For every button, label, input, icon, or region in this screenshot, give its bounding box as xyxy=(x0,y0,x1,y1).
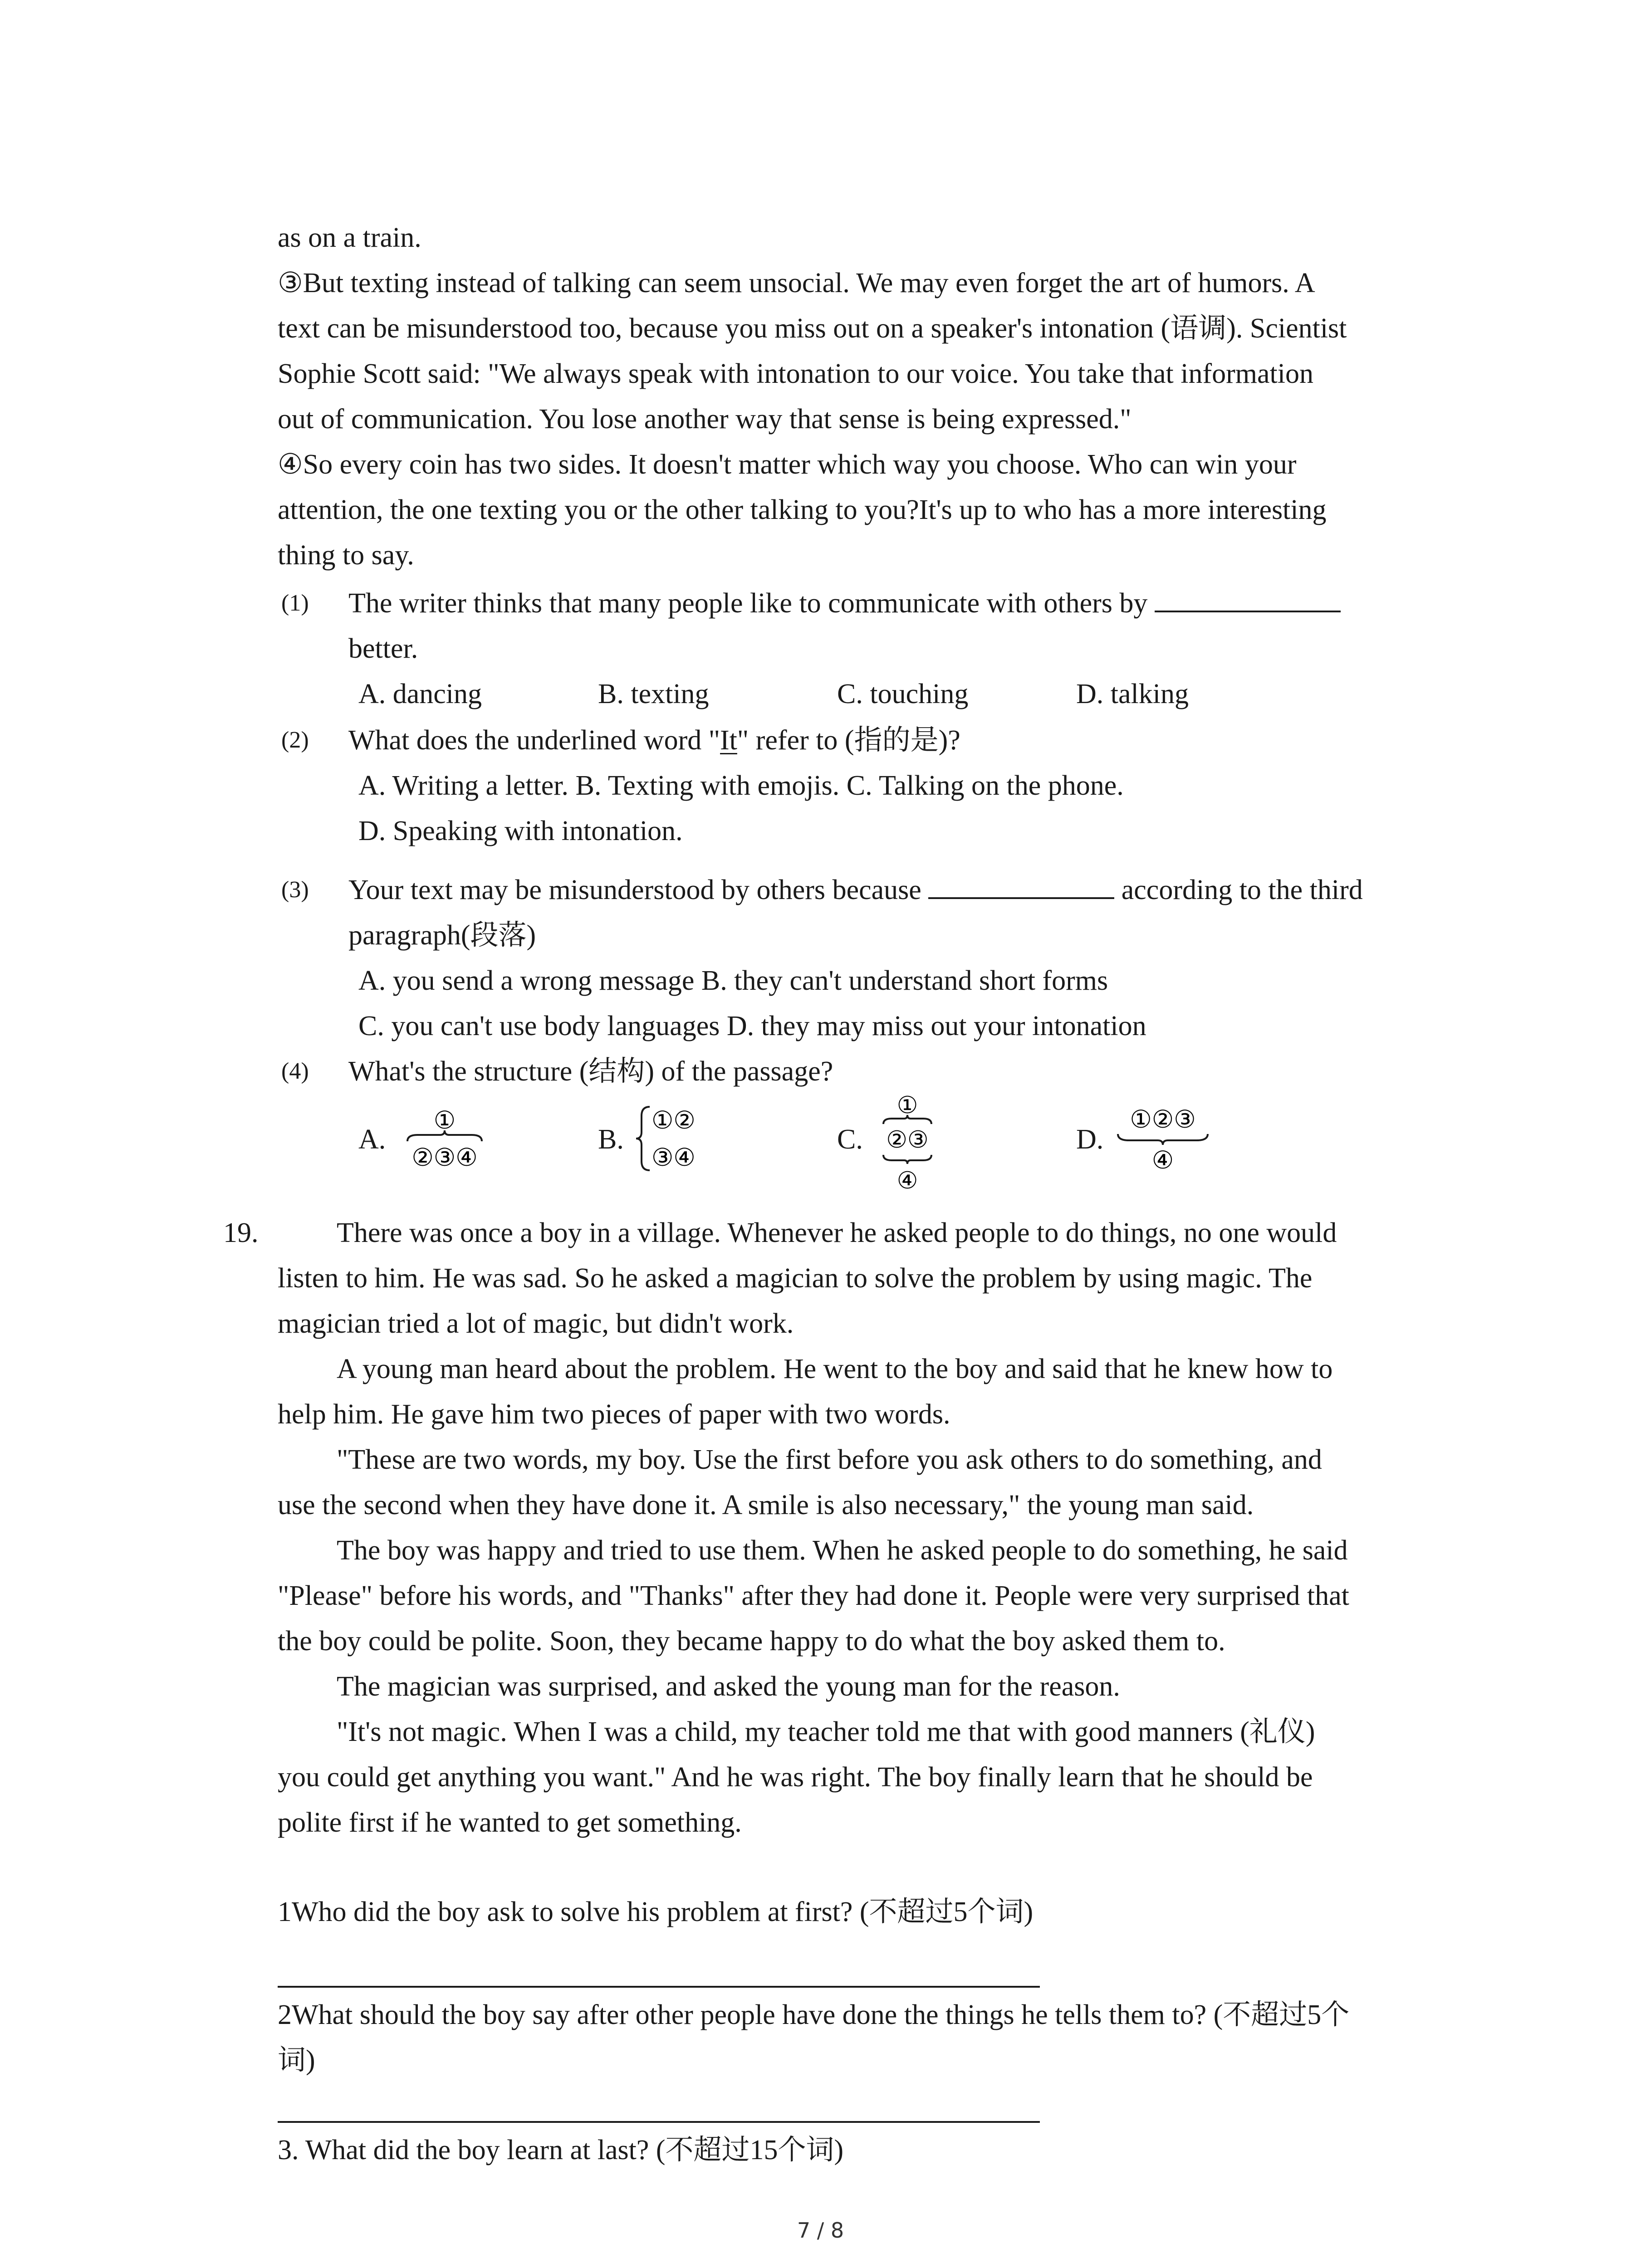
question-1-stem-end: better. xyxy=(348,633,418,664)
structure-top: ① xyxy=(433,1106,456,1134)
structure-bottom: ④ xyxy=(896,1167,918,1194)
question-2-stem xyxy=(348,718,960,763)
question-3-options[interactable]: C. you can't use body languages D. they may miss out your intonation xyxy=(358,1011,1146,1041)
answer-line[interactable] xyxy=(278,2121,1040,2123)
brace-icon xyxy=(636,1107,650,1170)
question-number: (2) xyxy=(281,727,309,753)
question-4-stem: What's the structure (结构) of the passage? xyxy=(348,1056,833,1087)
structure-top: ①②③ xyxy=(1130,1105,1196,1134)
story-paragraph-5-line: The magician was surprised, and asked the young man for the reason. xyxy=(337,1671,1120,1702)
brace-icon xyxy=(1118,1134,1208,1145)
paragraph-3-line: Sophie Scott said: "We always speak with intonation to our voice. You take that information xyxy=(278,358,1313,389)
story-paragraph-1-line: magician tried a lot of magic, but didn't work. xyxy=(278,1308,794,1339)
question-2-text: What does the underlined word " xyxy=(348,725,720,756)
story-paragraph-4-line: the boy could be polite. Soon, they became happy to do what the boy asked them to. xyxy=(278,1626,1225,1657)
short-answer-question-2: 2What should the boy say after other people have done the things he tells them to? (不超过5个 xyxy=(278,1999,1350,2030)
option-b-label[interactable]: B. xyxy=(598,1124,624,1155)
question-number: (1) xyxy=(281,590,309,616)
structure-top: ①② xyxy=(652,1106,696,1134)
page-number: 7 / 8 xyxy=(797,2218,844,2243)
question-3-stem xyxy=(348,867,1363,913)
story-paragraph-6-line: polite first if he wanted to get something. xyxy=(278,1807,742,1838)
structure-diagram-a xyxy=(399,1102,490,1182)
question-1-text: The writer thinks that many people like to communicate with others by xyxy=(348,588,1148,619)
story-paragraph-3-line: use the second when they have done it. A smile is also necessary," the young man said. xyxy=(278,1490,1254,1520)
option-c-label[interactable]: C. xyxy=(837,1124,863,1155)
structure-bottom: ②③④ xyxy=(411,1143,478,1172)
question-3-stem-end: paragraph(段落) xyxy=(348,920,536,951)
story-paragraph-4-line: The boy was happy and tried to use them. When he asked people to do something, he said xyxy=(337,1535,1348,1566)
structure-top: ① xyxy=(896,1092,918,1119)
story-paragraph-6-line: you could get anything you want." And he was right. The boy finally learn that he should be xyxy=(278,1762,1313,1793)
option-d[interactable]: D. talking xyxy=(1076,679,1189,709)
structure-bottom: ④ xyxy=(1151,1146,1174,1174)
story-paragraph-1-line: listen to him. He was sad. So he asked a magician to solve the problem by using magic. The xyxy=(278,1263,1313,1294)
short-answer-question-3: 3. What did the boy learn at last? (不超过15个词) xyxy=(278,2135,844,2165)
paragraph-3-line: text can be misunderstood too, because you miss out on a speaker's intonation (语调). Scientist xyxy=(278,313,1347,344)
question-number: (3) xyxy=(281,877,309,903)
answer-blank[interactable] xyxy=(1155,583,1341,612)
paragraph-3-line: out of communication. You lose another way that sense is being expressed." xyxy=(278,404,1132,435)
question-2-option-d[interactable]: D. Speaking with intonation. xyxy=(358,816,683,846)
paragraph-4-line: attention, the one texting you or the other talking to you?It's up to who has a more interesting xyxy=(278,494,1327,525)
option-d-label[interactable]: D. xyxy=(1076,1124,1104,1155)
structure-diagram-c xyxy=(873,1088,941,1199)
structure-diagram-b xyxy=(635,1098,717,1182)
brace-icon xyxy=(883,1155,931,1164)
story-paragraph-2-line: A young man heard about the problem. He went to the boy and said that he knew how to xyxy=(337,1354,1333,1384)
short-answer-question-2-end: 词) xyxy=(278,2045,315,2076)
answer-line[interactable] xyxy=(278,1986,1040,1988)
story-paragraph-2-line: help him. He gave him two pieces of paper with two words. xyxy=(278,1399,950,1430)
story-paragraph-6-line: "It's not magic. When I was a child, my teacher told me that with good manners (礼仪) xyxy=(337,1716,1315,1747)
question-number: 19. xyxy=(223,1217,259,1248)
story-paragraph-3-line: "These are two words, my boy. Use the first before you ask others to do something, and xyxy=(337,1444,1322,1475)
paragraph-4-line: thing to say. xyxy=(278,540,414,571)
option-a-label[interactable]: A. xyxy=(358,1124,386,1155)
question-2-options[interactable]: A. Writing a letter. B. Texting with emojis. C. Talking on the phone. xyxy=(358,770,1124,801)
structure-middle: ②③ xyxy=(886,1126,929,1154)
question-3-text-cont: according to the third xyxy=(1121,875,1363,905)
paragraph-3-line: ③But texting instead of talking can seem unsocial. We may even forget the art of humors. A xyxy=(278,268,1315,298)
option-b[interactable]: B. texting xyxy=(598,679,709,709)
answer-blank[interactable] xyxy=(928,870,1114,899)
underlined-word: It xyxy=(720,725,737,756)
story-paragraph-4-line: "Please" before his words, and "Thanks" after they had done it. People were very surprised that xyxy=(278,1580,1349,1611)
story-paragraph-1-line: There was once a boy in a village. Whenever he asked people to do things, no one would xyxy=(337,1217,1337,1248)
question-1-stem xyxy=(348,581,1341,626)
question-2-text-end: " refer to (指的是)? xyxy=(737,725,960,756)
option-a[interactable]: A. dancing xyxy=(358,679,482,709)
passage-line: as on a train. xyxy=(278,222,421,253)
brace-icon xyxy=(883,1115,931,1124)
question-3-text: Your text may be misunderstood by others because xyxy=(348,875,921,905)
question-3-options[interactable]: A. you send a wrong message B. they can't understand short forms xyxy=(358,965,1108,996)
short-answer-question-1: 1Who did the boy ask to solve his problem at first? (不超过5个词) xyxy=(278,1897,1034,1927)
paragraph-4-line: ④So every coin has two sides. It doesn't matter which way you choose. Who can win your xyxy=(278,449,1297,480)
question-number: (4) xyxy=(281,1058,309,1084)
structure-bottom: ③④ xyxy=(652,1143,696,1172)
structure-diagram-d xyxy=(1111,1102,1215,1182)
option-c[interactable]: C. touching xyxy=(837,679,969,709)
brace-icon xyxy=(407,1130,482,1141)
